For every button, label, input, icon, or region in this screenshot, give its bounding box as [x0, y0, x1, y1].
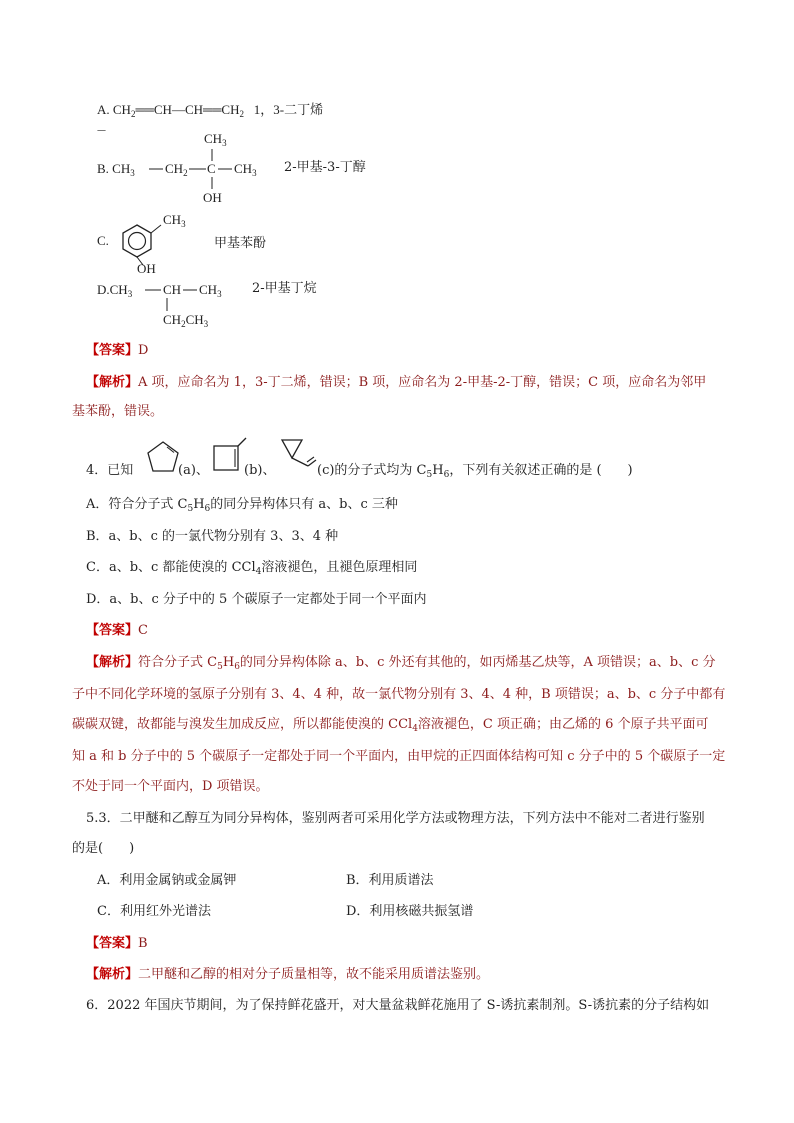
svg-text:CH: CH [163, 282, 182, 297]
q4-analysis-line4: 知 a 和 b 分子中的 5 个碳原子一定都处于同一个平面内，由甲烷的正四面体结构可知 c 分子中的 5 个碳原子一定 [72, 749, 726, 764]
option-a-letter: A. [97, 102, 110, 117]
option-c-structure [97, 205, 297, 280]
svg-text:B. CH3: B. $CH_3$ [97, 161, 135, 178]
q4-analysis-line2: 子中不同化学环境的氢原子分别有 3、4、4 种，故一氯代物分别有 3、4、4 种，B 项错误；a、b、c 分子中都有 [72, 687, 726, 702]
q3-analysis-line2: 基苯酚，错误。 [72, 404, 164, 419]
q4-option-c: C．a、b、c 都能使溴的 CCl$_4$溶液褪色，且褪色原理相同 [86, 560, 418, 577]
q5-stem-line2: 的是( ) [72, 841, 135, 856]
svg-text:CH3: $CH_3$ [199, 282, 222, 299]
q4-option-a: A．符合分子式 $C_5H_6$的同分异构体只有 a、b、c 三种 [86, 497, 398, 514]
q5-option-a: A．利用金属钠或金属钾 [97, 873, 237, 888]
svg-text:C: C [207, 161, 216, 176]
option-d-name: 2-甲基丁烷 [252, 281, 317, 296]
q4-analysis-line3: 碳碳双键，故都能与溴发生加成反应，所以都能使溴的 CCl$_4$溶液褪色，C 项正确；由乙烯的 6 个原子共平面可 [72, 717, 709, 734]
svg-text:CH3: $CH_3$ [163, 212, 186, 229]
q4-stem: (c)的分子式均为 $C_5H_6$，下列有关叙述正确的是 ( ) [317, 463, 633, 480]
option-c-name: 甲基苯酚 [214, 236, 267, 251]
svg-text:CH2: $CH_2$ [165, 161, 188, 178]
q4-analysis-line5: 不处于同一个平面内，D 项错误。 [72, 779, 269, 794]
q3-analysis-line1: 【解析】A 项，应命名为 1，3-丁二烯，错误；B 项，应命名为 2-甲基-2-丁醇，错误；C 项，应命名为邻甲 [86, 375, 707, 390]
svg-text:CH3: $CH_3$ [234, 161, 257, 178]
q4-label-b: (b)、 [244, 463, 276, 478]
option-c-letter: C. [97, 233, 109, 248]
q5-option-b: B．利用质谱法 [346, 873, 434, 888]
svg-text:OH: OH [203, 190, 222, 205]
q5-analysis: 【解析】二甲醚和乙醇的相对分子质量相等，故不能采用质谱法鉴别。 [86, 967, 490, 982]
option-b-name: 2-甲基-3-丁醇 [284, 160, 366, 175]
option-a-name: 1，3-二丁烯 [253, 102, 324, 117]
svg-text:CH2CH3: $CH_2CH_3$ [163, 312, 209, 329]
svg-text:CH3: $CH_3$ [204, 131, 227, 148]
q4-option-d: D．a、b、c 分子中的 5 个碳原子一定都处于同一个平面内 [86, 592, 427, 607]
option-b-letter: B. [97, 161, 109, 176]
svg-text:OH: OH [137, 261, 156, 276]
q5-option-d: D．利用核磁共振氢谱 [346, 904, 474, 919]
q4-option-b: B．a、b、c 的一氯代物分别有 3、3、4 种 [86, 529, 339, 544]
q4-stem-prefix: 4．已知 [86, 463, 134, 478]
q4-label-a: (a)、 [178, 463, 209, 478]
option-a: A. $CH_2══CH—CH══CH_2$ 1，3-二丁烯 [97, 102, 324, 119]
stray-mark: — [97, 126, 106, 136]
option-d-letter: D. [97, 282, 110, 297]
q5-answer: 【答案】B [86, 936, 148, 951]
q3-answer: 【答案】D [86, 343, 149, 358]
q5-option-c: C．利用红外光谱法 [97, 904, 211, 919]
q6-stem: 6．2022 年国庆节期间，为了保持鲜花盛开，对大量盆栽鲜花施用了 S-诱抗素制剂。S-诱抗素的分子结构如 [86, 998, 710, 1013]
q4-analysis-line1: 【解析】符合分子式 $C_5H_6$的同分异构体除 a、b、c 外还有其他的，如丙烯基乙炔等，A 项错误；a、b、c 分 [86, 655, 716, 672]
q4-answer: 【答案】C [86, 623, 148, 638]
svg-text:D.CH3: $D.CH_3$ [97, 282, 133, 299]
q5-stem-line1: 5.3．二甲醚和乙醇互为同分异构体，鉴别两者可采用化学方法或物理方法，下列方法中不能对二者进行鉴别 [86, 811, 705, 826]
